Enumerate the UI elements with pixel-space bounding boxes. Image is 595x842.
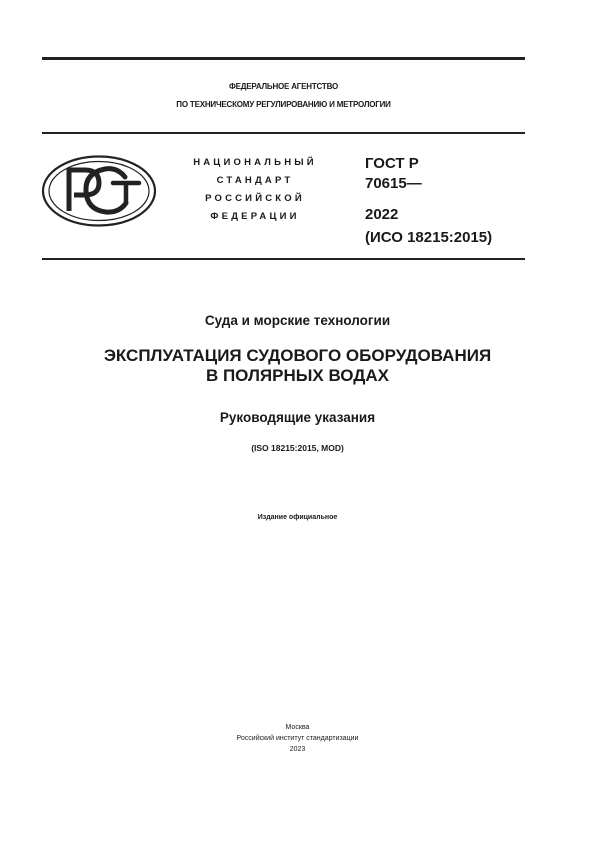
standard-designation-line-2: 70615—	[365, 175, 422, 192]
national-standard-line-3: РОССИЙСКОЙ	[205, 193, 305, 204]
footer-city: Москва	[285, 724, 310, 731]
header-divider	[42, 132, 525, 134]
rst-certification-logo-icon	[41, 155, 157, 227]
designation-divider	[42, 258, 525, 260]
agency-name-line-2: ПО ТЕХНИЧЕСКОМУ РЕГУЛИРОВАНИЮ И МЕТРОЛОГИИ	[176, 100, 391, 109]
iso-reference: (ISO 18215:2015, MOD)	[251, 443, 344, 453]
document-title-line-1: ЭКСПЛУАТАЦИЯ СУДОВОГО ОБОРУДОВАНИЯ	[103, 346, 492, 365]
standard-designation-line-1: ГОСТ Р	[365, 155, 419, 172]
document-subject: Суда и морские технологии	[204, 313, 391, 328]
standard-designation-line-3: 2022	[365, 206, 399, 223]
document-subtitle: Руководящие указания	[219, 410, 376, 425]
official-edition-label: Издание официальное	[257, 514, 338, 521]
footer-year: 2023	[289, 746, 306, 753]
top-rule	[42, 57, 525, 60]
national-standard-line-2: СТАНДАРТ	[216, 175, 294, 186]
document-title-line-2: В ПОЛЯРНЫХ ВОДАХ	[205, 366, 390, 385]
agency-name-line-1: ФЕДЕРАЛЬНОЕ АГЕНТСТВО	[228, 82, 338, 91]
standard-designation-line-4: (ИСО 18215:2015)	[365, 229, 493, 246]
footer-publisher: Российский институт стандартизации	[236, 735, 359, 742]
national-standard-line-1: НАЦИОНАЛЬНЫЙ	[193, 157, 317, 168]
national-standard-line-4: ФЕДЕРАЦИИ	[210, 211, 300, 222]
